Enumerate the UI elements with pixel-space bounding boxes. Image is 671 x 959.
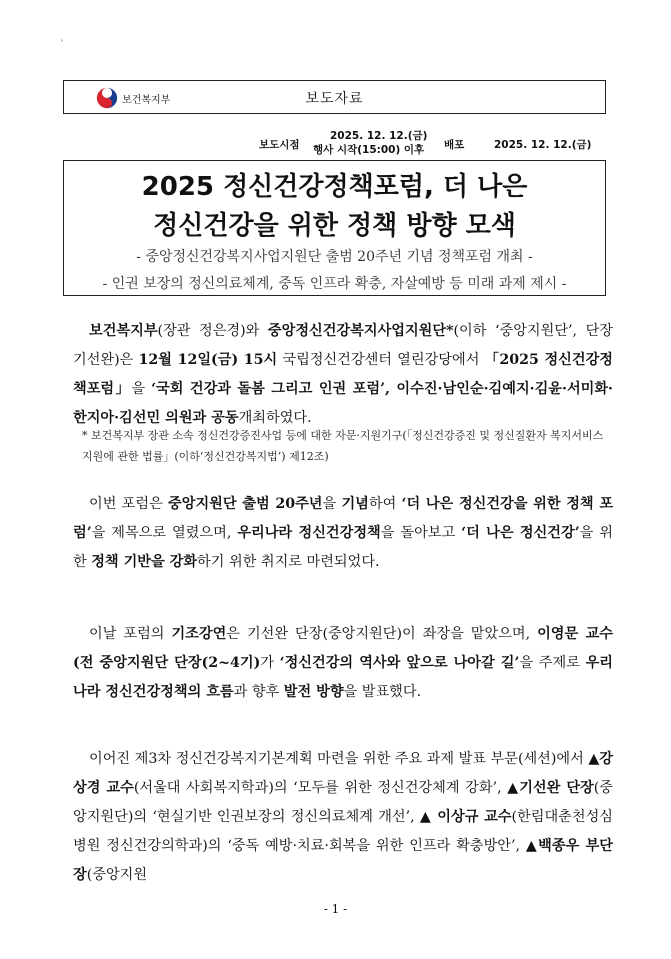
text-bold: ▲백종우 부단장 [73,838,613,883]
text: (중앙지원 [86,867,148,883]
text-bold: ‘정신건강의 역사와 앞으로 나아갈 길’ [279,655,520,671]
title-box [63,160,606,296]
header-box [63,80,606,114]
text-bold: 중앙지원단 출범 20주년 [168,496,323,512]
text-bold: 우리나라 정신건강정책 [237,525,381,541]
text-bold: 중앙정신건강복지사업지원단* [267,323,454,339]
text-bold: 「2025 정신건강정책포럼」 [73,352,614,397]
subtitle-2: - 인권 보장의 정신의료체계, 중독 인프라 확충, 자살예방 등 미래 과제 제시 - [102,276,567,292]
text: 을 [322,496,342,512]
text: 가 [260,655,280,671]
text: 은 기선완 단장(중앙지원단)이 좌장을 맡았으며, [226,626,538,642]
release-date: 2025. 12. 12.(금) [330,130,428,142]
text: (서울대 사회복지학과)의 ‘모두를 위한 정신건강체계 강화’, [133,780,508,796]
headline-line-1: 2025 정신건강정책포럼, 더 나은 [141,172,528,202]
text-bold: ‘더 나은 정신건강’ [461,525,580,541]
text: 을 돌아보고 [380,525,462,541]
headline-line-2: 정신건강을 위한 정책 방향 모색 [153,211,516,241]
text-bold: 보건복지부 [89,323,158,339]
text: 을 발표했다. [343,684,422,700]
page-title: 보도자료 [305,91,364,107]
subtitle-1: - 중앙정신건강복지사업지원단 출범 20주년 기념 정책포럼 개최 - [136,249,533,265]
text: 을 위한 [73,525,614,570]
text: 을 제목으로 열렸으며, [91,525,238,541]
footnote: * 보건복지부 장관 소속 정신건강증진사업 등에 대한 자문·지원기구(「정신건강증진 및 정신질환자 복지서비스 지원에 관한 법률」(이하‘정신건강복지법’) 제12조) [82,429,604,463]
text-bold: ▲ 이상규 교수 [419,809,512,825]
text-bold: 이영문 교수(전 중앙지원단 단장(2~4기) [73,626,613,671]
text: 을 [131,381,152,397]
text: 이번 포럼은 [89,496,169,512]
text: (장관 정은경)와 [157,323,268,339]
text: (이하 ‘중앙지원단’, 단장 기선완)은 [73,323,614,368]
text: 개최하였다. [238,410,312,426]
text: 을 주제로 [519,655,586,671]
text: 이날 포럼의 [89,626,172,642]
paragraph-2 [73,490,613,577]
paragraph-3 [73,620,613,707]
text-bold: ‘국회 건강과 돌봄 그리고 인권 포럼’, 이수진·남인순·김예지·김윤·서미화·한지아·김선민 의원과 공동 [73,381,613,426]
text-bold: ▲기선완 단장 [507,780,594,796]
release-label: 보도시점 [259,139,300,151]
page-number: - 1 - [323,902,348,916]
text: 과 향후 [233,684,284,700]
corner-mark: ` [60,40,65,51]
paragraph-1 [73,317,613,433]
text: 하기 위한 취지로 마련되었다. [197,554,380,570]
text: 하여 [368,496,402,512]
text: (한림대춘천성심병원 정신건강의학과)의 ‘중독 예방·치료·회복을 위한 인프라 확충방안’, [73,809,613,854]
text-bold: 12월 12일(금) 15시 [138,352,278,368]
release-time: 행사 시작(15:00) 이후 [313,144,425,156]
text-bold: 기조강연 [171,626,227,642]
text-bold: 정책 기반을 강화 [91,554,198,570]
text-bold: ‘더 나은 정신건강을 위한 정책 포럼’ [73,496,614,541]
text-bold: 우리나라 정신건강정책의 흐름 [73,655,614,700]
text: (중앙지원단)의 ‘현실기반 인권보장의 정신의료체계 개선’, [73,780,613,825]
logo-text: 보건복지부 [122,94,171,106]
text: 이어진 제3차 정신건강복지기본계획 마련을 위한 주요 과제 발표 부문(세션)에서 [89,751,589,767]
text-bold: 기념 [341,496,369,512]
text-bold: 발전 방향 [283,684,344,700]
distribution-date: 2025. 12. 12.(금) [494,139,592,151]
distribution-label: 배포 [444,139,465,151]
paragraph-4 [73,745,613,890]
text: 국립정신건강센터 열린강당에서 [277,352,485,368]
text-bold: ▲강상경 교수 [73,751,613,796]
